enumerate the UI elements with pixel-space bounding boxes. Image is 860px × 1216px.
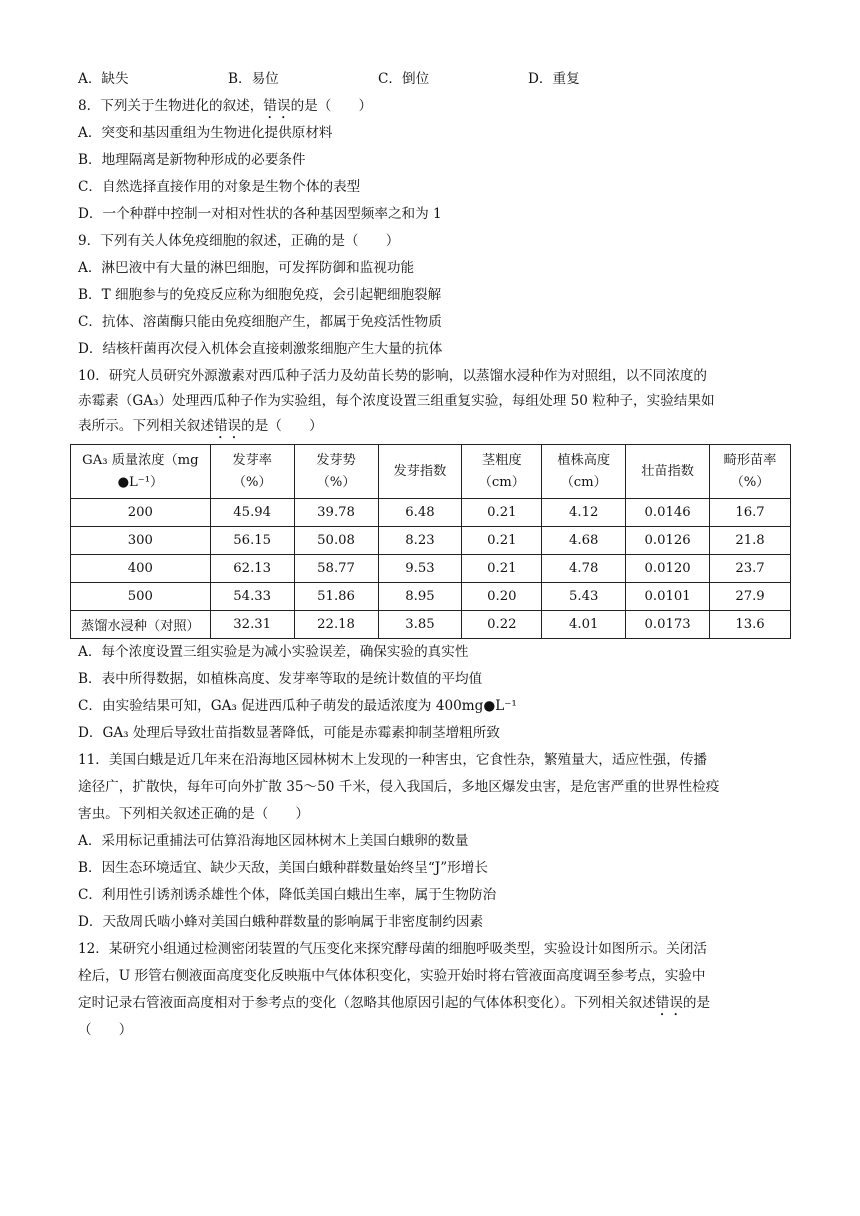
table-cell: 6.48: [378, 499, 462, 527]
table-row: [71, 555, 791, 583]
table-cell: 58.77: [294, 555, 378, 583]
q10-stem-line3: [78, 416, 790, 442]
q12-stem-emphasis: 错误: [655, 995, 683, 1011]
table-cell: 0.0126: [626, 527, 710, 555]
q10-stem-pre: 表所示。下列相关叙述: [78, 418, 214, 434]
q10-option-b: B．表中所得数据，如植株高度、发芽率等取的是统计数值的平均值: [78, 671, 483, 687]
q8-option-a: A．突变和基因重组为生物进化提供原材料: [78, 125, 333, 141]
table-cell: 3.85: [378, 611, 462, 639]
q12-stem-line1: 12．某研究小组通过检测密闭装置的气压变化来探究酵母菌的细胞呼吸类型，实验设计如图所示。关闭活: [78, 941, 708, 957]
table-cell: 500: [71, 583, 211, 611]
q10-stem-post: 的是（ ）: [241, 418, 323, 434]
q8-stem-pre: 8．下列关于生物进化的叙述，: [78, 98, 264, 114]
q12-stem-pre: 定时记录右管液面高度相对于参考点的变化（忽略其他原因引起的气体体积变化）。下列相关叙述: [78, 995, 656, 1011]
q10-stem-emphasis: 错误: [213, 418, 242, 434]
q8-stem: [78, 96, 790, 122]
q11-stem-line3: 害虫。下列相关叙述正确的是（ ）: [78, 806, 310, 822]
table-row: [71, 611, 791, 639]
q11-option-a: A．采用标记重捕法可估算沿海地区园林树木上美国白蛾卵的数量: [78, 833, 469, 849]
table-cell: 4.12: [542, 499, 626, 527]
q10-results-table: [70, 444, 791, 639]
table-cell: 51.86: [294, 583, 378, 611]
q9-stem: 9．下列有关人体免疫细胞的叙述，正确的是（ ）: [78, 233, 400, 249]
q10-stem-line2: 赤霉素（GA₃）处理西瓜种子作为实验组，每个浓度设置三组重复实验，每组处理 50 粒种子，实验结果如: [78, 393, 715, 409]
q9-option-a: A．淋巴液中有大量的淋巴细胞，可发挥防御和监视功能: [78, 260, 415, 276]
table-cell: 21.8: [710, 527, 791, 555]
table-cell: 45.94: [210, 499, 294, 527]
table-cell: 56.15: [210, 527, 294, 555]
q8-option-d: D．一个种群中控制一对相对性状的各种基因型频率之和为 1: [78, 206, 442, 222]
table-cell: 22.18: [294, 611, 378, 639]
q12-stem-line4: （ ）: [78, 1022, 133, 1038]
q8-stem-emphasis: 错误: [263, 98, 291, 114]
q7-option-d: D．重复: [528, 71, 580, 87]
table-cell: 0.21: [462, 527, 542, 555]
header-plant-height: 植株高度 （cm）: [542, 445, 626, 499]
q7-option-b: B．易位: [228, 71, 279, 87]
header-ga3-concentration: GA₃ 质量浓度（mg ●L⁻¹）: [71, 445, 211, 499]
q12-stem-post: 的是: [682, 995, 711, 1011]
table-cell: 4.01: [542, 611, 626, 639]
q8-stem-post: 的是（ ）: [290, 98, 373, 114]
q8-option-b: B．地理隔离是新物种形成的必要条件: [78, 152, 306, 168]
q12-stem-line2: 栓后，U 形管右侧液面高度变化反映瓶中气体体积变化，实验开始时将右管液面高度调至参考点，实验中: [78, 968, 706, 984]
table-cell: 蒸馏水浸种（对照）: [71, 611, 211, 639]
table-cell: 200: [71, 499, 211, 527]
table-row: [71, 527, 791, 555]
header-germination-rate: 发芽率 （%）: [210, 445, 294, 499]
q7-option-a: A．缺失: [78, 71, 129, 87]
table-cell: 300: [71, 527, 211, 555]
table-cell: 0.0146: [626, 499, 710, 527]
q9-option-b: B．T 细胞参与的免疫反应称为细胞免疫，会引起靶细胞裂解: [78, 287, 442, 303]
q9-option-d: D．结核杆菌再次侵入机体会直接刺激浆细胞产生大量的抗体: [78, 341, 443, 357]
q11-option-b: B．因生态环境适宜、缺少天敌，美国白蛾种群数量始终呈“J”形增长: [78, 860, 488, 876]
table-cell: 39.78: [294, 499, 378, 527]
table-cell: 32.31: [210, 611, 294, 639]
table-cell: 8.95: [378, 583, 462, 611]
header-seedling-index: 壮苗指数: [626, 445, 710, 499]
q10-option-c: C．由实验结果可知，GA₃ 促进西瓜种子萌发的最适浓度为 400mg●L⁻¹: [78, 698, 517, 714]
q11-stem-line1: 11．美国白蛾是近几年来在沿海地区园林树木上发现的一种害虫，它食性杂，繁殖量大，适应性强，传播: [78, 752, 708, 768]
table-cell: 4.68: [542, 527, 626, 555]
q12-stem-line3: [78, 993, 790, 1019]
table-cell: 9.53: [378, 555, 462, 583]
q7-option-c: C．倒位: [378, 71, 430, 87]
table-cell: 0.20: [462, 583, 542, 611]
header-stem-thickness: 茎粗度 （cm）: [462, 445, 542, 499]
q8-option-c: C．自然选择直接作用的对象是生物个体的表型: [78, 179, 361, 195]
q11-option-c: C．利用性引诱剂诱杀雄性个体，降低美国白蛾出生率，属于生物防治: [78, 887, 497, 903]
table-row: [71, 499, 791, 527]
q10-option-a: A．每个浓度设置三组实验是为减小实验误差，确保实验的真实性: [78, 644, 469, 660]
table-header-row: [71, 445, 791, 499]
table-cell: 0.21: [462, 499, 542, 527]
header-germination-index: 发芽指数: [378, 445, 462, 499]
table-cell: 54.33: [210, 583, 294, 611]
table-cell: 27.9: [710, 583, 791, 611]
header-abnormal-rate: 畸形苗率 （%）: [710, 445, 791, 499]
table-cell: 0.22: [462, 611, 542, 639]
table-cell: 5.43: [542, 583, 626, 611]
q9-option-c: C．抗体、溶菌酶只能由免疫细胞产生，都属于免疫活性物质: [78, 314, 442, 330]
table-cell: 4.78: [542, 555, 626, 583]
table-cell: 0.21: [462, 555, 542, 583]
table-cell: 23.7: [710, 555, 791, 583]
q11-stem-line2: 途径广，扩散快，每年可向外扩散 35～50 千米，侵入我国后，多地区爆发虫害，是危害严重的世界性检疫: [78, 779, 720, 795]
table-cell: 400: [71, 555, 211, 583]
table-cell: 13.6: [710, 611, 791, 639]
table-cell: 0.0173: [626, 611, 710, 639]
q11-option-d: D．天敌周氏啮小蜂对美国白蛾种群数量的影响属于非密度制约因素: [78, 914, 484, 930]
q7-options: [78, 69, 790, 89]
table-cell: 62.13: [210, 555, 294, 583]
table-cell: 50.08: [294, 527, 378, 555]
table-cell: 0.0101: [626, 583, 710, 611]
header-germination-energy: 发芽势 （%）: [294, 445, 378, 499]
q10-option-d: D．GA₃ 处理后导致壮苗指数显著降低，可能是赤霉素抑制茎增粗所致: [78, 725, 500, 741]
table-row: [71, 583, 791, 611]
table-cell: 0.0120: [626, 555, 710, 583]
table-cell: 8.23: [378, 527, 462, 555]
table-cell: 16.7: [710, 499, 791, 527]
q10-stem-line1: 10．研究人员研究外源激素对西瓜种子活力及幼苗长势的影响，以蒸馏水浸种作为对照组，以不同浓度的: [78, 368, 708, 384]
